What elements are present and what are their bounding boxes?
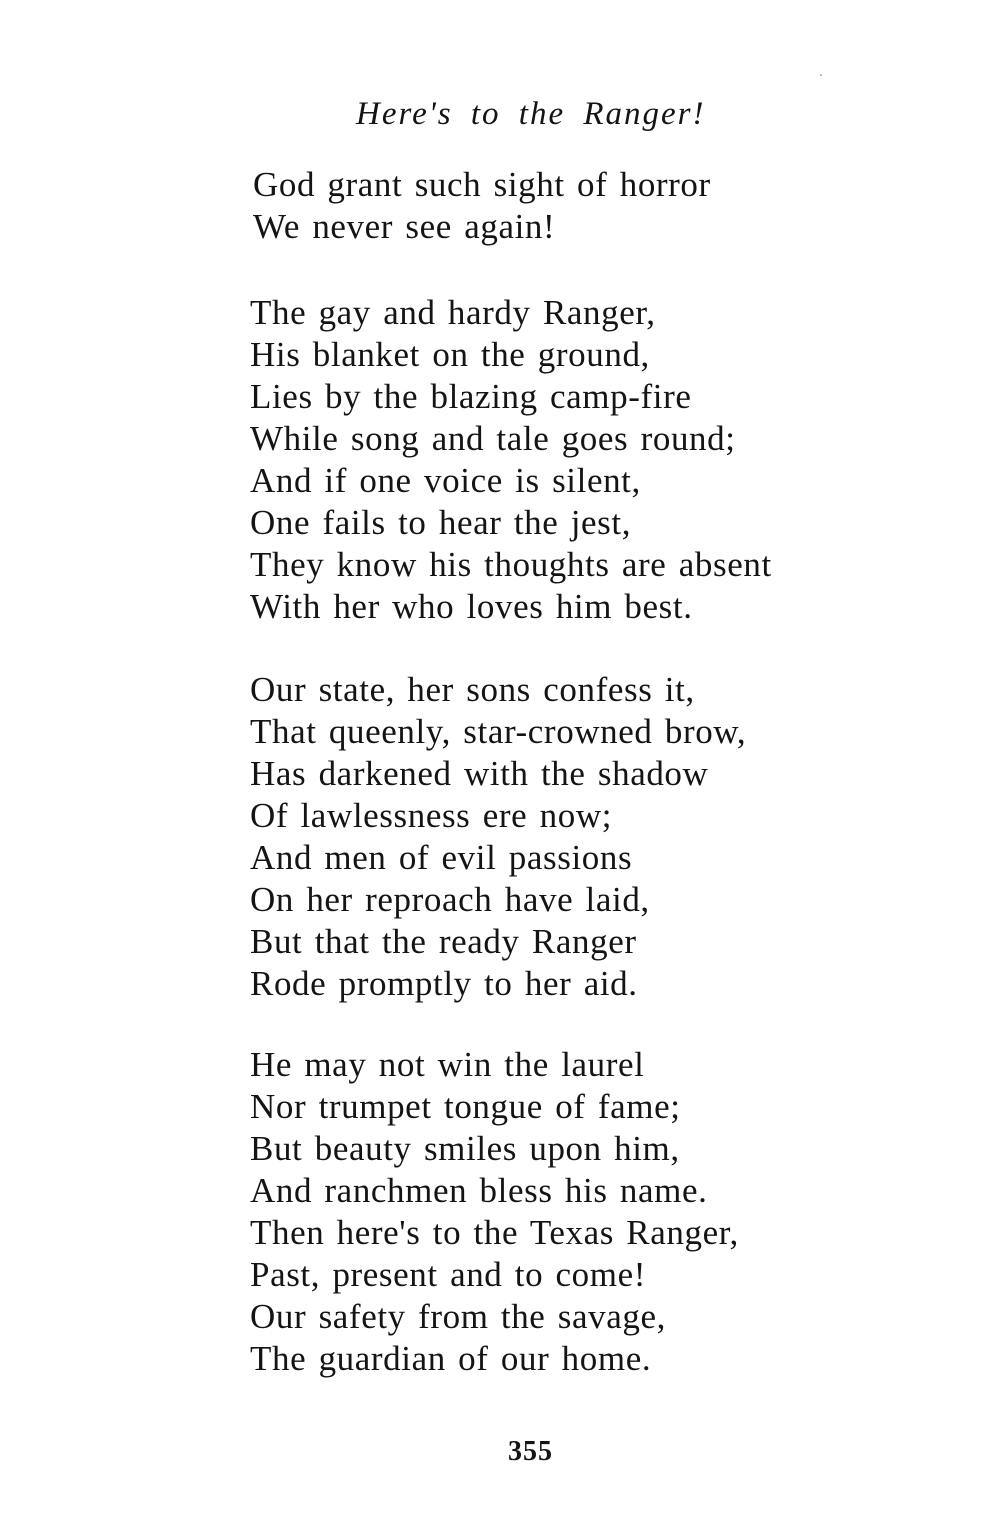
poem-line: Our safety from the savage, xyxy=(250,1297,666,1336)
poem-line: One fails to hear the jest, xyxy=(250,503,632,542)
poem-line: But that the ready Ranger xyxy=(250,922,637,961)
poem-line: And men of evil passions xyxy=(250,838,633,877)
stanza-1 xyxy=(253,164,711,248)
poem-line: On her reproach have laid, xyxy=(250,880,650,919)
stanza-3 xyxy=(250,669,746,1005)
running-head: Here's to the Ranger! xyxy=(356,96,706,132)
stanza-4 xyxy=(250,1044,739,1380)
poem-line: But beauty smiles upon him, xyxy=(250,1129,680,1168)
poem-line: Of lawlessness ere now; xyxy=(250,796,613,835)
poem-line: And if one voice is silent, xyxy=(250,461,641,500)
poem-line: Lies by the blazing camp-fire xyxy=(250,377,692,416)
poem-line: That queenly, star-crowned brow, xyxy=(250,712,747,751)
poem-line: And ranchmen bless his name. xyxy=(250,1171,708,1210)
poem-line: Has darkened with the shadow xyxy=(250,754,709,793)
poem-line: While song and tale goes round; xyxy=(250,419,736,458)
poem-line: Nor trumpet tongue of fame; xyxy=(250,1087,681,1126)
scan-speck xyxy=(820,74,822,76)
stanza-2 xyxy=(250,292,772,628)
poem-line: Rode promptly to her aid. xyxy=(250,964,638,1003)
poem-line: They know his thoughts are absent xyxy=(250,545,772,584)
poem-line: Past, present and to come! xyxy=(250,1255,646,1294)
poem-line: The gay and hardy Ranger, xyxy=(250,293,656,332)
poem-line: His blanket on the ground, xyxy=(250,335,650,374)
poem-line: With her who loves him best. xyxy=(250,587,693,626)
poem-line: Then here's to the Texas Ranger, xyxy=(250,1213,739,1252)
poem-line: The guardian of our home. xyxy=(250,1339,652,1378)
poem-line: We never see again! xyxy=(253,207,556,246)
poem-line: God grant such sight of horror xyxy=(253,165,711,204)
poem-line: He may not win the laurel xyxy=(250,1045,645,1084)
poem-line: Our state, her sons confess it, xyxy=(250,670,695,709)
page-number: 355 xyxy=(508,1436,553,1467)
